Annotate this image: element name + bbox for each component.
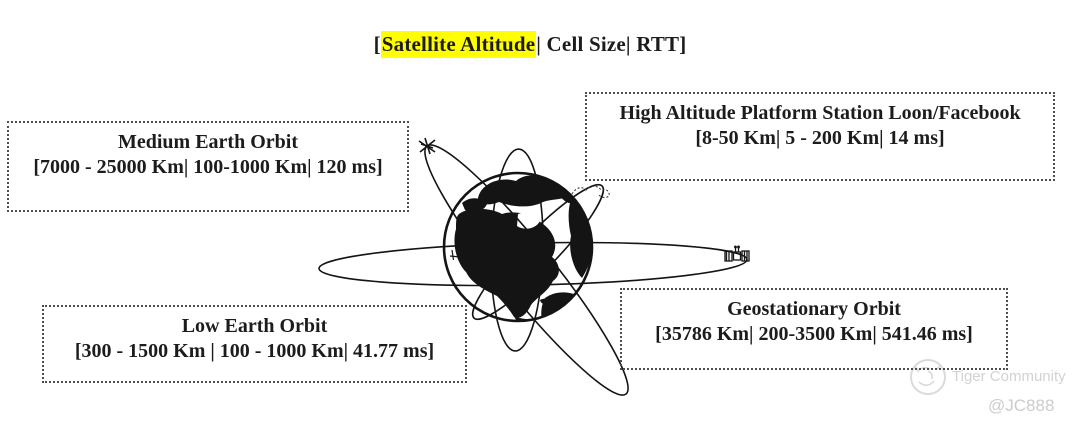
title-rest-text: | Cell Size| RTT]	[536, 32, 687, 56]
high-altitude-platform-title: High Altitude Platform Station Loon/Facebook	[619, 102, 1021, 124]
watermark-handle-label: @JC888	[988, 396, 1055, 415]
geostationary-orbit-title: Geostationary Orbit	[727, 298, 901, 320]
medium-earth-orbit-box	[7, 121, 409, 212]
title-bracket: [	[373, 32, 381, 56]
geostationary-orbit-box	[620, 288, 1008, 370]
watermark-community-label: Tiger Community	[952, 368, 1066, 385]
medium-earth-orbit-title: Medium Earth Orbit	[118, 131, 298, 153]
geostationary-orbit-specs: [35786 Km| 200-3500 Km| 541.46 ms]	[655, 323, 973, 345]
medium-earth-orbit-specs: [7000 - 25000 Km| 100-1000 Km| 120 ms]	[33, 156, 383, 178]
low-earth-orbit-box	[42, 305, 467, 383]
high-altitude-platform-box	[585, 92, 1055, 181]
title-highlighted-text: Satellite Altitude	[381, 32, 536, 56]
meo-satellite-icon	[419, 138, 435, 154]
low-earth-orbit-title: Low Earth Orbit	[181, 315, 328, 337]
low-earth-orbit-specs: [300 - 1500 Km | 100 - 1000 Km| 41.77 ms]	[74, 340, 435, 362]
high-altitude-platform-specs: [8-50 Km| 5 - 200 Km| 14 ms]	[695, 127, 945, 149]
